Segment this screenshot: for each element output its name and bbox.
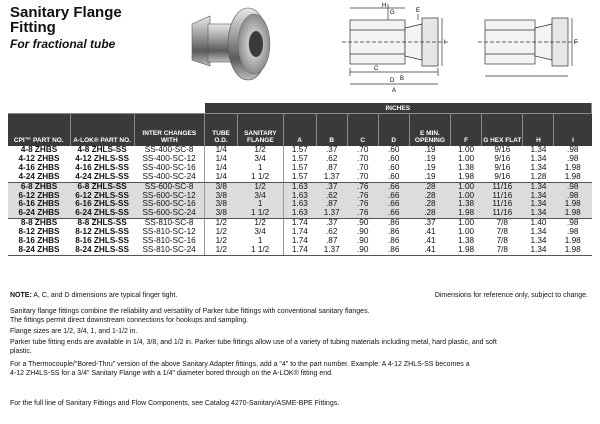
table-cell: .98 (554, 155, 592, 164)
table-cell: 1 (238, 164, 284, 173)
paragraph-line: plastic. (10, 348, 32, 355)
table-cell: SS-810-SC-12 (134, 228, 204, 237)
table-cell: .86 (378, 219, 409, 228)
page-subtitle: For fractional tube (10, 37, 116, 51)
table-cell: 1.98 (451, 209, 482, 218)
col-b: B (316, 114, 347, 147)
label-d: D (390, 78, 395, 84)
table-cell: .90 (347, 219, 378, 228)
table-cell: .28 (409, 192, 450, 201)
col-d: D (378, 114, 409, 147)
table-cell: 1.98 (554, 173, 592, 182)
table-cell: 1.63 (283, 209, 316, 218)
table-cell: .87 (316, 237, 347, 246)
table-cell: .28 (409, 209, 450, 218)
table-cell: 1 (238, 237, 284, 246)
table-cell: 4-8 ZHBS (8, 146, 70, 155)
table-cell: 1.34 (523, 155, 554, 164)
label-h: H (382, 3, 387, 9)
col-c: C (347, 114, 378, 147)
table-cell: .98 (554, 182, 592, 191)
table-cell: SS-600-SC-8 (134, 182, 204, 191)
table-cell: 3/4 (238, 228, 284, 237)
table-cell: .87 (316, 164, 347, 173)
table-cell: 1.34 (523, 164, 554, 173)
label-c: C (374, 66, 379, 72)
table-cell: 1 (238, 200, 284, 209)
table-cell: .76 (347, 182, 378, 191)
table-cell: 4-8 ZHLS-SS (70, 146, 134, 155)
table-cell: 1 1/2 (238, 173, 284, 182)
table-cell: .28 (409, 200, 450, 209)
table-cell: 9/16 (482, 146, 523, 155)
col-interchanges: INTER CHANGES WITH (134, 114, 204, 147)
table-cell: 1.34 (523, 209, 554, 218)
table-cell: 3/4 (238, 192, 284, 201)
table-cell: 8-12 ZHBS (8, 228, 70, 237)
table-cell: .70 (347, 146, 378, 155)
table-cell: .76 (347, 192, 378, 201)
table-cell: 1/2 (205, 237, 238, 246)
table-cell: 6-12 ZHLS-SS (70, 192, 134, 201)
table-row (8, 200, 592, 209)
table-cell: 1.00 (451, 192, 482, 201)
table-cell: 1.00 (451, 228, 482, 237)
table-cell: SS-400-SC-12 (134, 155, 204, 164)
title-line-2: Fitting (10, 19, 56, 36)
table-cell: 1.28 (523, 173, 554, 182)
table-cell: 1.98 (554, 246, 592, 255)
table-cell: .19 (409, 146, 450, 155)
table-cell: 1.63 (283, 200, 316, 209)
table-cell: .90 (347, 228, 378, 237)
table-cell: .41 (409, 228, 450, 237)
note-text: A, C, and D dimensions are typical finger tight. (33, 292, 178, 299)
label-e: E (416, 8, 421, 14)
table-cell: 1/4 (205, 173, 238, 182)
table-cell: 1/2 (238, 182, 284, 191)
table-cell: 1/4 (205, 155, 238, 164)
paragraph-bored-thru (10, 360, 590, 378)
table-cell: 9/16 (482, 173, 523, 182)
table-row (8, 237, 592, 246)
table-cell: 4-12 ZHBS (8, 155, 70, 164)
table-cell: 1/2 (205, 219, 238, 228)
paragraph-line: 4-12 ZH4LS-SS for a 3/4" Sanitary Flange with a 1/4" diameter bored through on the A-LOK® fitting end. (10, 370, 333, 377)
table-cell: 6-12 ZHBS (8, 192, 70, 201)
table-cell: .41 (409, 237, 450, 246)
table-cell: .90 (347, 237, 378, 246)
table-cell: 1.00 (451, 155, 482, 164)
table-row (8, 219, 592, 228)
col-cpi-part-no: CPI™ PART NO. (8, 114, 70, 147)
table-cell: 1/2 (205, 246, 238, 255)
table-cell: 1.74 (283, 219, 316, 228)
label-a: A (392, 88, 397, 94)
table-cell: .98 (554, 219, 592, 228)
col-g-hex-flat: G HEX FLAT (482, 114, 523, 147)
table-cell: SS-400-SC-8 (134, 146, 204, 155)
table-cell: 8-8 ZHLS-SS (70, 219, 134, 228)
table-cell: 7/8 (482, 228, 523, 237)
table-cell: 1.74 (283, 246, 316, 255)
table-cell: 1.98 (554, 200, 592, 209)
table-cell: 1.34 (523, 228, 554, 237)
table-cell: 4-24 ZHLS-SS (70, 173, 134, 182)
table-cell: .60 (378, 164, 409, 173)
table-cell: 1/2 (238, 219, 284, 228)
table-cell: 1 1/2 (238, 209, 284, 218)
table-cell: .66 (378, 182, 409, 191)
table-cell: 7/8 (482, 246, 523, 255)
table-cell: SS-600-SC-24 (134, 209, 204, 218)
table-cell: 1.57 (283, 155, 316, 164)
table-cell: 9/16 (482, 164, 523, 173)
table-cell: 3/4 (238, 155, 284, 164)
table-cell: .66 (378, 192, 409, 201)
col-tube-od: TUBE O.D. (205, 114, 238, 147)
table-cell: 6-8 ZHBS (8, 182, 70, 191)
table-cell: 1.63 (283, 192, 316, 201)
table-body (8, 146, 592, 255)
dimensions-reference-note: Dimensions for reference only, subject to change. (434, 292, 588, 299)
table-cell: 7/8 (482, 237, 523, 246)
table-cell: 8-24 ZHLS-SS (70, 246, 134, 255)
table-cell: 1.98 (554, 209, 592, 218)
note-label: NOTE: (10, 292, 32, 299)
table-cell: .90 (347, 246, 378, 255)
table-cell: SS-600-SC-16 (134, 200, 204, 209)
table-cell: 1.57 (283, 173, 316, 182)
table-cell: .76 (347, 209, 378, 218)
table-cell: 1.98 (451, 246, 482, 255)
table-cell: .60 (378, 155, 409, 164)
table-cell: 6-8 ZHLS-SS (70, 182, 134, 191)
table-cell: .37 (409, 219, 450, 228)
table-cell: 8-8 ZHBS (8, 219, 70, 228)
table-cell: 11/16 (482, 200, 523, 209)
table-cell: .37 (316, 219, 347, 228)
page-title (10, 5, 122, 35)
table-row (8, 209, 592, 218)
table-cell: .19 (409, 155, 450, 164)
table-cell: 1/2 (238, 146, 284, 155)
table-cell: 6-16 ZHLS-SS (70, 200, 134, 209)
table-cell: .86 (378, 246, 409, 255)
table-cell: .60 (378, 146, 409, 155)
table-row (8, 173, 592, 182)
col-f: F (451, 114, 482, 147)
table-cell: 1.34 (523, 182, 554, 191)
table-cell: 1.34 (523, 200, 554, 209)
table-row (8, 155, 592, 164)
table-cell: 7/8 (482, 219, 523, 228)
table-cell: 3/8 (205, 209, 238, 218)
table-cell: 4-16 ZHBS (8, 164, 70, 173)
label-i: I (444, 40, 446, 46)
col-sanitary-flange: SANITARY FLANGE (238, 114, 284, 147)
table-cell: .62 (316, 155, 347, 164)
table-cell: .70 (347, 164, 378, 173)
table-cell: 11/16 (482, 209, 523, 218)
col-alok-part-no: A-LOK® PART NO. (70, 114, 134, 147)
table-cell: 8-16 ZHLS-SS (70, 237, 134, 246)
label-f: F (574, 40, 578, 46)
paragraph-description (10, 307, 590, 325)
blank-header (8, 103, 205, 114)
table-cell: .87 (316, 200, 347, 209)
table-cell: 8-16 ZHBS (8, 237, 70, 246)
table-cell: 1.38 (451, 164, 482, 173)
table-cell: .86 (378, 228, 409, 237)
table-cell: 1.00 (451, 182, 482, 191)
table-cell: .62 (316, 192, 347, 201)
table-cell: 11/16 (482, 182, 523, 191)
table-cell: .70 (347, 173, 378, 182)
table-cell: 1.37 (316, 173, 347, 182)
table-cell: 1.74 (283, 237, 316, 246)
table-cell: 1.57 (283, 164, 316, 173)
table-cell: .86 (378, 237, 409, 246)
table-cell: SS-810-SC-8 (134, 219, 204, 228)
table-cell: .41 (409, 246, 450, 255)
table-cell: .19 (409, 173, 450, 182)
table-cell: .76 (347, 200, 378, 209)
table-cell: 1.98 (554, 164, 592, 173)
table-cell: .66 (378, 200, 409, 209)
table-cell: 6-16 ZHBS (8, 200, 70, 209)
table-cell: 1.38 (451, 237, 482, 246)
table-cell: 8-24 ZHBS (8, 246, 70, 255)
table-cell: SS-600-SC-12 (134, 192, 204, 201)
table-row (8, 146, 592, 155)
table-cell: .98 (554, 228, 592, 237)
table-cell: 1.34 (523, 237, 554, 246)
title-line-1: Sanitary Flange (10, 4, 122, 21)
table-cell: .70 (347, 155, 378, 164)
table-cell: 3/8 (205, 200, 238, 209)
table-row (8, 246, 592, 255)
table-cell: .66 (378, 209, 409, 218)
table-cell: 1 1/2 (238, 246, 284, 255)
table-cell: 1.57 (283, 146, 316, 155)
col-h: H (523, 114, 554, 147)
table-cell: 1.63 (283, 182, 316, 191)
table-cell: .37 (316, 182, 347, 191)
inches-group-header: INCHES (205, 103, 592, 114)
table-cell: .98 (554, 192, 592, 201)
table-cell: .37 (316, 146, 347, 155)
table-cell: 1.34 (523, 246, 554, 255)
table-cell: 8-12 ZHLS-SS (70, 228, 134, 237)
table-cell: 1/2 (205, 228, 238, 237)
table-cell: .62 (316, 228, 347, 237)
paragraph-flange-sizes: Flange sizes are 1/2, 3/4, 1, and 1-1/2 in. (10, 328, 138, 335)
table-cell: SS-810-SC-24 (134, 246, 204, 255)
table-cell: 1.98 (554, 237, 592, 246)
paragraph-catalog-reference: For the full line of Sanitary Fittings and Flow Components, see Catalog 4270-Sanitary/ASME-BPE Fittings. (10, 400, 340, 407)
table-row (8, 182, 592, 191)
table-cell: 1.34 (523, 192, 554, 201)
col-a: A (283, 114, 316, 147)
table-cell: .19 (409, 164, 450, 173)
table-cell: 4-16 ZHLS-SS (70, 164, 134, 173)
table-cell: 1.98 (451, 173, 482, 182)
table-note (10, 292, 177, 299)
table-cell: 4-24 ZHBS (8, 173, 70, 182)
table-cell: 1.00 (451, 219, 482, 228)
table-cell: 1.40 (523, 219, 554, 228)
table-cell: .60 (378, 173, 409, 182)
table-cell: 1.37 (316, 209, 347, 218)
paragraph-line: The fittings permit direct downstream connections for hookups and sampling. (10, 317, 249, 324)
table-cell: 4-12 ZHLS-SS (70, 155, 134, 164)
label-b: B (400, 76, 405, 82)
dimensions-table (8, 103, 592, 256)
table-cell: 1.34 (523, 146, 554, 155)
table-cell: SS-400-SC-24 (134, 173, 204, 182)
paragraph-line: Sanitary flange fittings combine the reliability and versatility of Parker tube fittings with conventional sanitary flanges. (10, 308, 370, 315)
table-cell: 6-24 ZHLS-SS (70, 209, 134, 218)
col-i: I (554, 114, 592, 147)
table-cell: 1.00 (451, 146, 482, 155)
table-cell: 9/16 (482, 155, 523, 164)
table-cell: 11/16 (482, 192, 523, 201)
table-cell: 3/8 (205, 192, 238, 201)
table-row (8, 228, 592, 237)
paragraph-line: Parker tube fitting ends are available in 1/4, 3/8, and 1/2 in. Parker tube fittings allow use of a variety of tubing materials including metal, hard plastic, and soft (10, 339, 497, 346)
table-row (8, 164, 592, 173)
table-cell: 6-24 ZHBS (8, 209, 70, 218)
table-cell: SS-810-SC-16 (134, 237, 204, 246)
table-cell: 1.74 (283, 228, 316, 237)
table-cell: SS-400-SC-16 (134, 164, 204, 173)
table-row (8, 192, 592, 201)
paragraph-tube-ends (10, 338, 590, 356)
paragraph-line: For a Thermocouple/"Bored-Thru" version of the above Sanitary Adapter fittings, add a "4" to the part number. Example: A 4-12 ZHLS-SS becomes a (10, 361, 470, 368)
table-cell: .28 (409, 182, 450, 191)
fitting-photo (180, 4, 290, 84)
table-cell: .98 (554, 146, 592, 155)
table-cell: 1.38 (451, 200, 482, 209)
table-cell: 1/4 (205, 164, 238, 173)
label-g: G (390, 10, 395, 16)
dimension-drawing (330, 0, 598, 98)
table-cell: 1/4 (205, 146, 238, 155)
table-cell: 3/8 (205, 182, 238, 191)
table-cell: 1.37 (316, 246, 347, 255)
col-e-min-opening: E MIN. OPENING (409, 114, 450, 147)
